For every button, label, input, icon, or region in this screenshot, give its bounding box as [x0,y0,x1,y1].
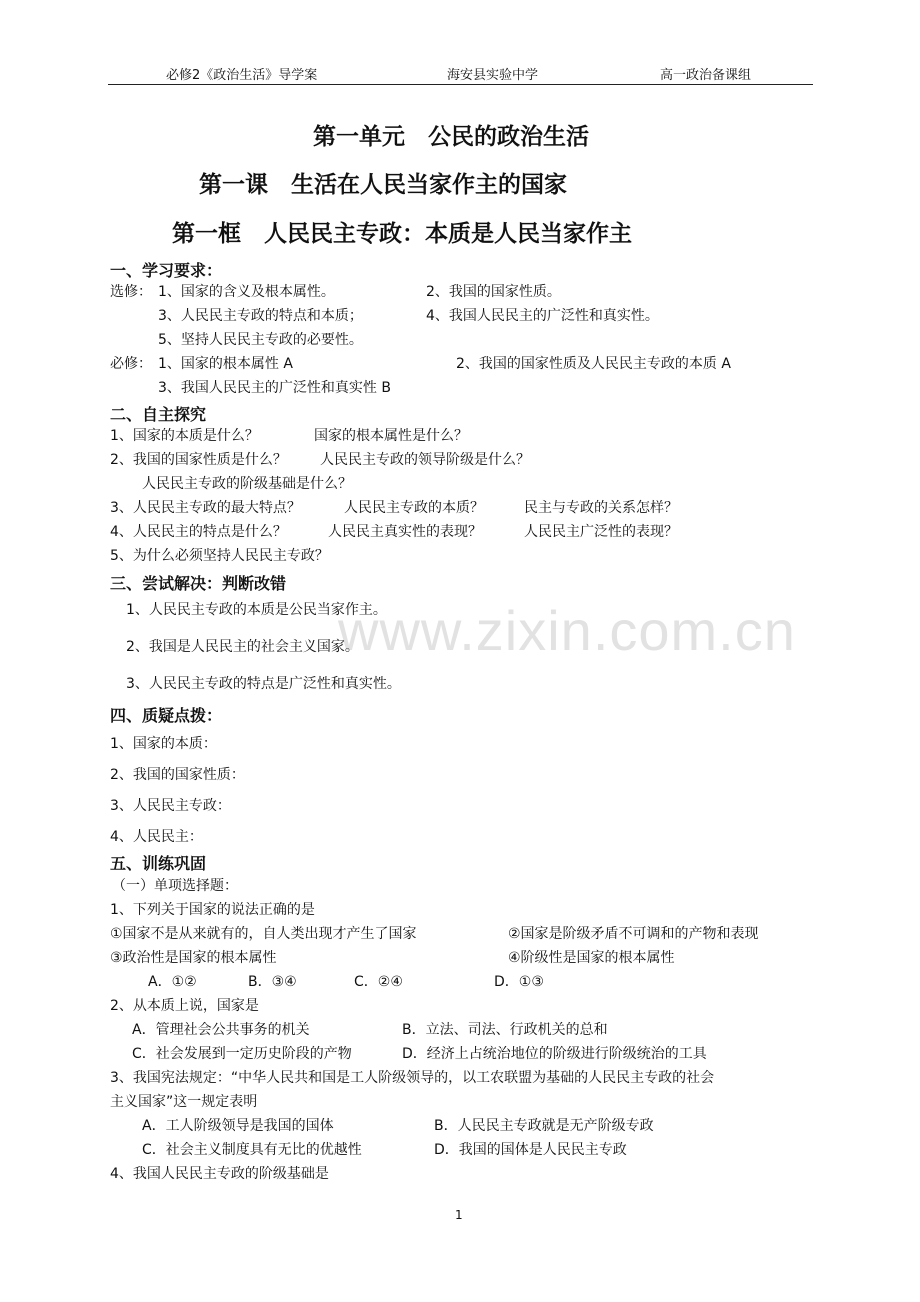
header-rule [108,84,813,85]
inquiry-question: 人民民主专政的领导阶级是什么？ [320,452,530,468]
option-c: C．社会发展到一定历史阶段的产物 [132,1046,352,1062]
req-item: 2、我国的国家性质。 [426,284,561,300]
point-item-4: 4、人民民主： [110,829,203,845]
header-course: 必修2《政治生活》导学案 [166,68,318,83]
question-3-stem: 3、我国宪法规定：“中华人民共和国是工人阶级领导的，以工农联盟为基础的人民民主专政的社会 [110,1070,715,1086]
req-item: 1、国家的根本属性 A [158,356,293,372]
point-item-2: 2、我国的国家性质： [110,767,245,783]
option-b: B．人民民主专政就是无产阶级专政 [434,1118,654,1134]
watermark: www.zixin.com.cn [338,599,796,662]
statement: ③政治性是国家的根本属性 [110,950,277,966]
inquiry-question: 人民民主广泛性的表现？ [524,524,678,540]
section-1-heading: 一、学习要求： [110,261,223,280]
section-3-heading: 三、尝试解决：判断改错 [110,574,287,593]
req-item: 4、我国人民民主的广泛性和真实性。 [426,308,659,324]
inquiry-question: 人民民主真实性的表现？ [328,524,482,540]
inquiry-question: 3、人民民主专政的最大特点？ [110,500,301,516]
statement: ②国家是阶级矛盾不可调和的产物和表现 [508,926,759,942]
req-item: 3、我国人民民主的广泛性和真实性 B [158,380,391,396]
judge-item-3: 3、人民民主专政的特点是广泛性和真实性。 [126,676,401,692]
section-4-heading: 四、质疑点拨： [110,706,223,725]
inquiry-question: 民主与专政的关系怎样？ [524,500,678,516]
option-a: A．管理社会公共事务的机关 [132,1022,310,1038]
option-d: D．我国的国体是人民民主专政 [434,1142,627,1158]
question-3-stem-cont: 主义国家”这一规定表明 [110,1094,258,1110]
option-c: C．社会主义制度具有无比的优越性 [142,1142,362,1158]
unit-title: 第一单元 公民的政治生活 [313,124,589,150]
inquiry-question: 人民民主专政的阶级基础是什么？ [142,476,352,492]
option-d: D．经济上占统治地位的阶级进行阶级统治的工具 [402,1046,707,1062]
req-item: 2、我国的国家性质及人民民主专政的本质 A [456,356,731,372]
xuanxiu-label: 选修： [110,284,152,300]
inquiry-question: 人民民主专政的本质？ [344,500,484,516]
page-header [108,64,812,84]
frame-title: 第一框 人民民主专政：本质是人民当家作主 [172,221,632,247]
point-item-1: 1、国家的本质： [110,736,217,752]
inquiry-question: 5、为什么必须坚持人民民主专政？ [110,548,329,564]
inquiry-question: 1、国家的本质是什么？ [110,428,259,444]
option-d: D．①③ [494,974,544,990]
subsection-title: （一）单项选择题： [112,878,238,894]
req-item: 1、国家的含义及根本属性。 [158,284,335,300]
req-item: 3、人民民主专政的特点和本质； [158,308,363,324]
question-1-stem: 1、下列关于国家的说法正确的是 [110,902,315,918]
option-b: B．③④ [248,974,297,990]
req-item: 5、坚持人民民主专政的必要性。 [158,332,363,348]
statement: ①国家不是从来就有的，自人类出现才产生了国家 [110,926,417,942]
judge-item-1: 1、人民民主专政的本质是公民当家作主。 [126,602,387,618]
lesson-title: 第一课 生活在人民当家作主的国家 [199,172,567,198]
option-a: A．①② [148,974,197,990]
option-a: A．工人阶级领导是我国的国体 [142,1118,334,1134]
inquiry-question: 国家的根本属性是什么？ [314,428,468,444]
point-item-3: 3、人民民主专政： [110,798,231,814]
judge-item-2: 2、我国是人民民主的社会主义国家。 [126,639,359,655]
header-group: 高一政治备课组 [660,68,752,83]
question-2-stem: 2、从本质上说，国家是 [110,998,259,1014]
page-number: 1 [455,1208,463,1222]
section-2-heading: 二、自主探究 [110,405,207,424]
inquiry-question: 2、我国的国家性质是什么？ [110,452,287,468]
header-school: 海安县实验中学 [447,68,539,83]
bixiu-label: 必修： [110,356,152,372]
option-c: C．②④ [354,974,403,990]
section-5-heading: 五、训练巩固 [110,854,207,873]
inquiry-question: 4、人民民主的特点是什么？ [110,524,287,540]
question-4-stem: 4、我国人民民主专政的阶级基础是 [110,1166,329,1182]
statement: ④阶级性是国家的根本属性 [508,950,675,966]
option-b: B．立法、司法、行政机关的总和 [402,1022,608,1038]
